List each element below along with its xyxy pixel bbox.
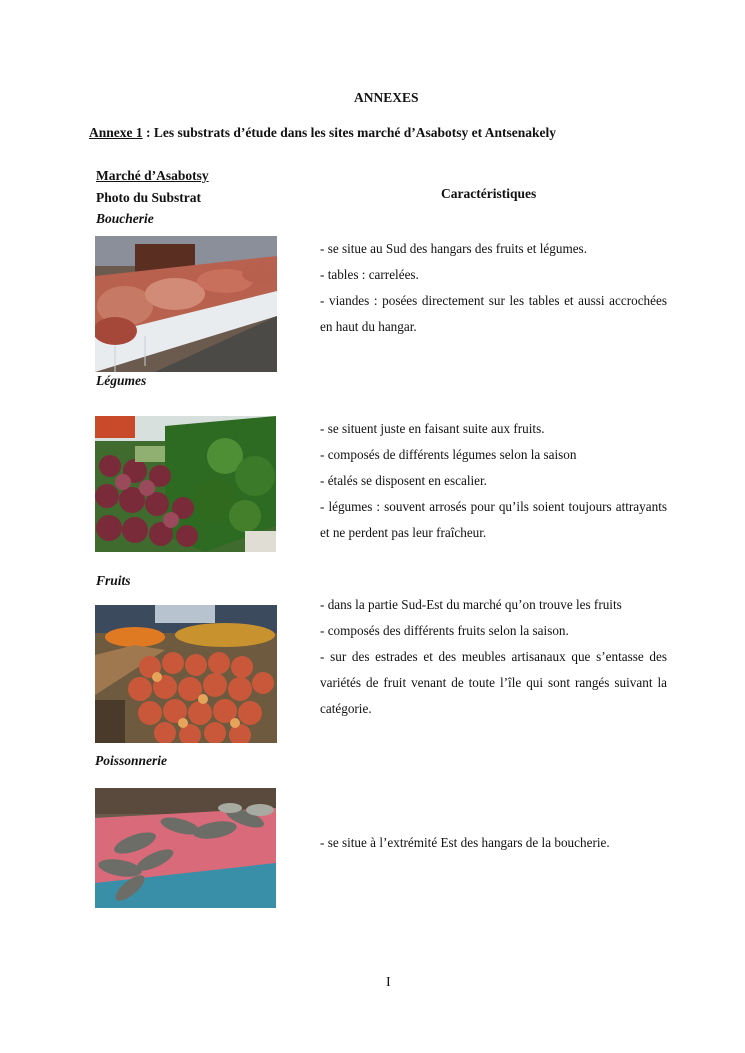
section-title-poissonnerie: Poissonnerie (95, 753, 168, 768)
meat-stall-photo (95, 236, 277, 372)
characteristics-column-header: Caractéristiques (441, 186, 537, 201)
annex-title: : Les substrats d’étude dans les sites marché d’Asabotsy et Antsenakely (142, 125, 557, 140)
description-fruits (320, 592, 667, 722)
description-legumes (320, 416, 667, 546)
section-title-legumes: Légumes (96, 373, 147, 388)
site-name: Marché d’Asabotsy (96, 168, 209, 183)
section-title-boucherie: Boucherie (96, 211, 154, 226)
fruit-stall-photo (95, 605, 277, 743)
page-title: ANNEXES (354, 90, 419, 105)
description-poissonnerie (320, 830, 667, 856)
fish-stall-photo (95, 788, 276, 908)
description-line: - se situe à l’extrémité Est des hangars de la boucherie. (320, 835, 610, 850)
description-line: - sur des estrades et des meubles artisanaux que s’entasse des variétés de fruit venant de toute l’île qui sont rangés suivant la catégorie. (320, 649, 667, 716)
description-line: - tables : carrelées. (320, 267, 419, 282)
photo-column-header: Photo du Substrat (96, 190, 202, 205)
description-boucherie (320, 236, 667, 340)
description-line: - étalés se disposent en escalier. (320, 473, 487, 488)
vegetable-stall-photo (95, 416, 276, 552)
annex-heading (89, 125, 556, 141)
description-line: - composés des différents fruits selon la saison. (320, 623, 569, 638)
description-line: - dans la partie Sud-Est du marché qu’on trouve les fruits (320, 597, 622, 612)
description-line: - se situent juste en faisant suite aux fruits. (320, 421, 545, 436)
description-line: - légumes : souvent arrosés pour qu’ils soient toujours attrayants et ne perdent pas leur fraîcheur. (320, 499, 667, 540)
annex-label: Annexe 1 (89, 125, 143, 140)
description-line: - se situe au Sud des hangars des fruits et légumes. (320, 241, 587, 256)
description-line: - composés de différents légumes selon la saison (320, 447, 577, 462)
page-number: I (386, 975, 391, 990)
description-line: - viandes : posées directement sur les tables et aussi accrochées en haut du hangar. (320, 293, 667, 334)
section-title-fruits: Fruits (96, 573, 131, 588)
